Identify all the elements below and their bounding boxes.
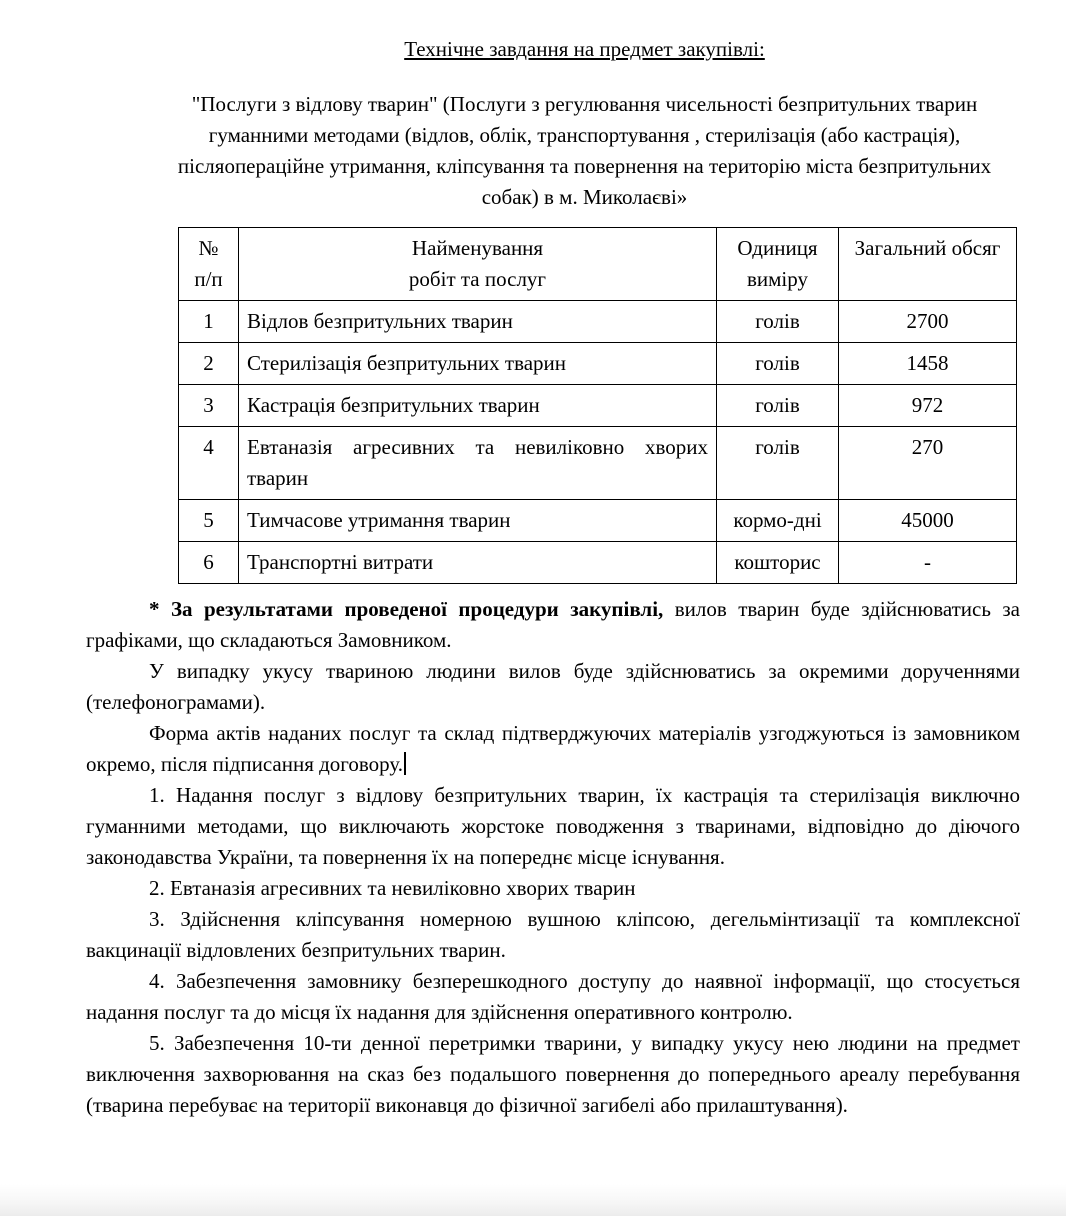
cell-unit: кошторис [717,542,839,584]
cell-number: 6 [179,542,239,584]
cell-number: 2 [179,343,239,385]
table-row [179,385,1017,427]
column-header-unit: Одиниця виміру [717,228,839,301]
table-row [179,343,1017,385]
cell-volume: 1458 [839,343,1017,385]
requirement-item-3: 3. Здійснення кліпсування номерною вушною кліпсою, дегельмінтизації та комплексної вакцинації відловлених безпритульних тварин. [86,907,1020,962]
requirement-item-1: 1. Надання послуг з відлову безпритульних тварин, їх кастрація та стерилізація виключно гуманними методами, що виключають жорстоке поводження з тваринами, відповідно до діючого законодавства України, та повернення їх на попереднє місце існування. [86,783,1020,869]
table-row [179,301,1017,343]
cell-number: 3 [179,385,239,427]
cell-volume: 2700 [839,301,1017,343]
cell-unit: голів [717,343,839,385]
requirement-item-4: 4. Забезпечення замовнику безперешкодного доступу до наявної інформації, що стосується надання послуг та до місця їх надання для здійснення оперативного контролю. [86,969,1020,1024]
table-header-row [179,228,1017,301]
note-paragraph-star [86,594,1020,656]
cell-service-name: Тимчасове утримання тварин [239,500,717,542]
cell-volume: - [839,542,1017,584]
text-cursor [404,752,406,775]
column-header-volume: Загальний обсяг [839,228,1017,301]
note-star-rest: вилов тварин буде здійснюватись за графіками, що складаються Замовником. [86,597,1020,652]
note-bold-lead: * За результатами проведеної процедури закупівлі, [149,597,664,621]
table-row [179,427,1017,500]
cell-volume: 270 [839,427,1017,500]
cell-unit: кормо-дні [717,500,839,542]
page-bottom-edge-shade [0,1184,1066,1216]
procurement-subject-paragraph: "Послуги з відлову тварин" (Послуги з регулювання чисельності безпритульних тварин гуманними методами (відлов, облік, транспортування , стерилізація (або кастрація), післяопераційне утримання, кліпсування та повернення на територію міста безпритульних собак) в м. Миколаєві» [177,92,992,209]
cell-service-name: Евтаназія агресивних та невиліковно хворих тварин [239,427,717,500]
page-title-text: Технічне завдання на предмет закупівлі: [404,37,765,61]
requirement-item-2: 2. Евтаназія агресивних та невиліковно хворих тварин [149,876,636,900]
table-row [179,542,1017,584]
cell-service-name: Кастрація безпритульних тварин [239,385,717,427]
cell-number: 4 [179,427,239,500]
cell-volume: 45000 [839,500,1017,542]
cell-unit: голів [717,385,839,427]
page-title [149,34,1020,65]
note-paragraph-bite-case: У випадку укусу твариною людини вилов буде здійснюватись за окремими дорученнями (телефонограмами). [86,659,1020,714]
requirement-item-5: 5. Забезпечення 10-ти денної перетримки тварини, у випадку укусу нею людини на предмет виключення захворювання на сказ без подальшого повернення до попереднього ареалу перебування (тварина перебуває на території виконавця до фізичної загибелі або прилаштування). [86,1031,1020,1117]
cell-number: 1 [179,301,239,343]
note-acts-form-text: Форма актів наданих послуг та склад підтверджуючих матеріалів узгоджуються із замовником окремо, після підписання договору. [86,721,1020,776]
note-paragraph-acts-form [86,718,1020,780]
cell-service-name: Транспортні витрати [239,542,717,584]
cell-service-name: Стерилізація безпритульних тварин [239,343,717,385]
cell-unit: голів [717,301,839,343]
column-header-number: № п/п [179,228,239,301]
procurement-items-table [178,227,1017,584]
table-row [179,500,1017,542]
cell-volume: 972 [839,385,1017,427]
cell-unit: голів [717,427,839,500]
cell-service-name: Відлов безпритульних тварин [239,301,717,343]
cell-number: 5 [179,500,239,542]
column-header-name: Найменування робіт та послуг [239,228,717,301]
